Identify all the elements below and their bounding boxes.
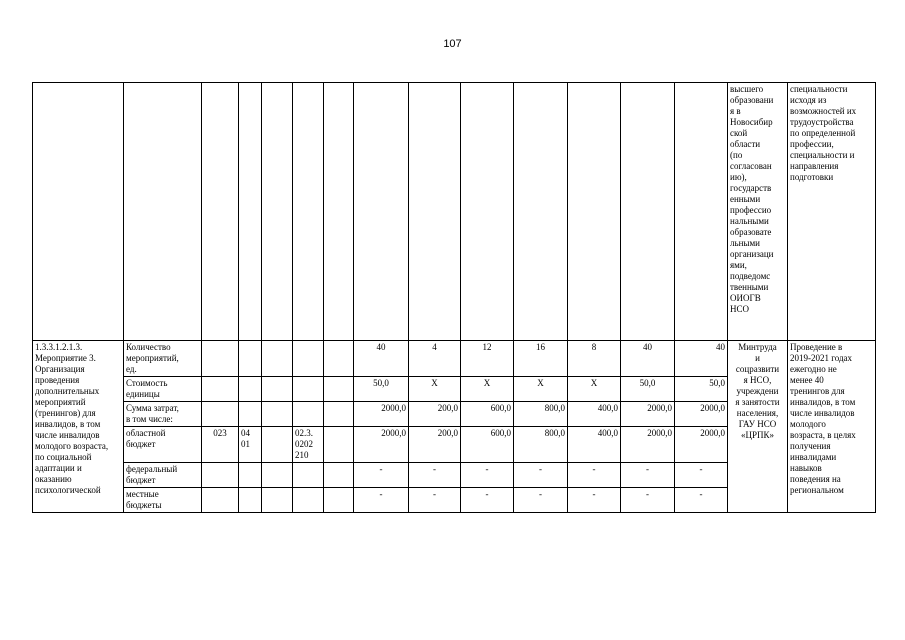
result-cell: специальности исходя из возможностей их трудоустройства по определенной профессии, специальности и направления подготовки	[788, 83, 876, 341]
value-cell: X	[409, 377, 461, 402]
cell-empty	[124, 83, 202, 341]
pr-cell	[262, 488, 293, 513]
measure-executor-cell: Минтруда и соцразвити я НСО, учреждени я занятости населения, ГАУ НСО «ЦРПК»	[728, 341, 788, 513]
value-cell: 2000,0	[621, 402, 675, 427]
value-cell: -	[514, 488, 568, 513]
cell-empty	[514, 83, 568, 341]
csr-cell	[293, 463, 324, 488]
value-cell: 200,0	[409, 402, 461, 427]
grbs-cell	[202, 341, 239, 377]
value-cell: -	[621, 463, 675, 488]
grbs-cell	[202, 488, 239, 513]
cell-empty	[262, 83, 293, 341]
measure-result-cell: Проведение в 2019-2021 годах ежегодно не менее 40 тренингов для инвалидов, в том числе инвалидов молодого возраста, в целях получения инвалидами навыков поведения на региональном	[788, 341, 876, 513]
vr-cell	[324, 377, 354, 402]
cell-empty	[293, 83, 324, 341]
cell-empty	[461, 83, 514, 341]
value-cell: 50,0	[675, 377, 728, 402]
value-cell: -	[568, 463, 621, 488]
pr-cell	[262, 377, 293, 402]
value-cell: -	[675, 488, 728, 513]
pr-cell	[262, 463, 293, 488]
csr-cell	[293, 402, 324, 427]
vr-cell	[324, 427, 354, 463]
value-cell: -	[409, 463, 461, 488]
value-cell: 800,0	[514, 427, 568, 463]
value-cell: 50,0	[621, 377, 675, 402]
value-cell: 2000,0	[354, 402, 409, 427]
value-cell: 4	[409, 341, 461, 377]
value-cell: 800,0	[514, 402, 568, 427]
value-cell: -	[461, 463, 514, 488]
value-cell: 2000,0	[675, 427, 728, 463]
indicator-label: Сумма затрат, в том числе:	[124, 402, 202, 427]
indicator-label: местные бюджеты	[124, 488, 202, 513]
value-cell: -	[621, 488, 675, 513]
grbs-cell	[202, 463, 239, 488]
page-number: 107	[443, 38, 462, 50]
cell-empty	[202, 83, 239, 341]
executor-cell: высшего образовани я в Новосибир ской области (по согласован ию), государств енными профессио нальными образовате льными организаци ями, подведомс твенными ОИОГВ НСО	[728, 83, 788, 341]
cell-empty	[675, 83, 728, 341]
value-cell: X	[568, 377, 621, 402]
value-cell: 600,0	[461, 427, 514, 463]
rz-pr-cell	[239, 341, 262, 377]
value-cell: -	[354, 463, 409, 488]
csr-cell	[293, 341, 324, 377]
value-cell: 8	[568, 341, 621, 377]
value-cell: 2000,0	[675, 402, 728, 427]
indicator-label: Стоимость единицы	[124, 377, 202, 402]
value-cell: -	[514, 463, 568, 488]
rz-pr-cell	[239, 402, 262, 427]
indicator-label: федеральный бюджет	[124, 463, 202, 488]
value-cell: 16	[514, 341, 568, 377]
vr-cell	[324, 341, 354, 377]
value-cell: 200,0	[409, 427, 461, 463]
cell-empty	[409, 83, 461, 341]
rz-pr-cell: 04 01	[239, 427, 262, 463]
rz-pr-cell	[239, 488, 262, 513]
value-cell: 50,0	[354, 377, 409, 402]
cell-empty	[354, 83, 409, 341]
pr-cell	[262, 402, 293, 427]
value-cell: 12	[461, 341, 514, 377]
value-cell: 2000,0	[354, 427, 409, 463]
value-cell: 400,0	[568, 427, 621, 463]
csr-cell	[293, 488, 324, 513]
value-cell: 40	[675, 341, 728, 377]
cell-empty	[324, 83, 354, 341]
value-cell: 2000,0	[621, 427, 675, 463]
grbs-cell	[202, 377, 239, 402]
pr-cell	[262, 427, 293, 463]
grbs-cell	[202, 402, 239, 427]
value-cell: -	[675, 463, 728, 488]
value-cell: -	[461, 488, 514, 513]
value-cell: 400,0	[568, 402, 621, 427]
csr-cell	[293, 377, 324, 402]
value-cell: 600,0	[461, 402, 514, 427]
continued-row	[33, 83, 876, 341]
cell-empty	[239, 83, 262, 341]
vr-cell	[324, 463, 354, 488]
value-cell: X	[514, 377, 568, 402]
cell-empty	[621, 83, 675, 341]
csr-cell: 02.3. 0202 210	[293, 427, 324, 463]
value-cell: -	[568, 488, 621, 513]
indicator-label: областной бюджет	[124, 427, 202, 463]
program-measures-table	[32, 82, 876, 513]
value-cell: -	[409, 488, 461, 513]
rz-pr-cell	[239, 377, 262, 402]
rz-pr-cell	[239, 463, 262, 488]
grbs-cell: 023	[202, 427, 239, 463]
cell-empty	[568, 83, 621, 341]
indicator-label: Количество мероприятий, ед.	[124, 341, 202, 377]
pr-cell	[262, 341, 293, 377]
value-cell: 40	[354, 341, 409, 377]
measure-row-count	[33, 341, 876, 377]
cell-empty	[33, 83, 124, 341]
value-cell: -	[354, 488, 409, 513]
value-cell: X	[461, 377, 514, 402]
vr-cell	[324, 488, 354, 513]
measure-title-cell: 1.3.3.1.2.1.3. Мероприятие 3. Организация проведения дополнительных мероприятий (тренингов) для инвалидов, в том числе инвалидов молодого возраста, по социальной адаптации и оказанию психологической	[33, 341, 124, 513]
vr-cell	[324, 402, 354, 427]
value-cell: 40	[621, 341, 675, 377]
